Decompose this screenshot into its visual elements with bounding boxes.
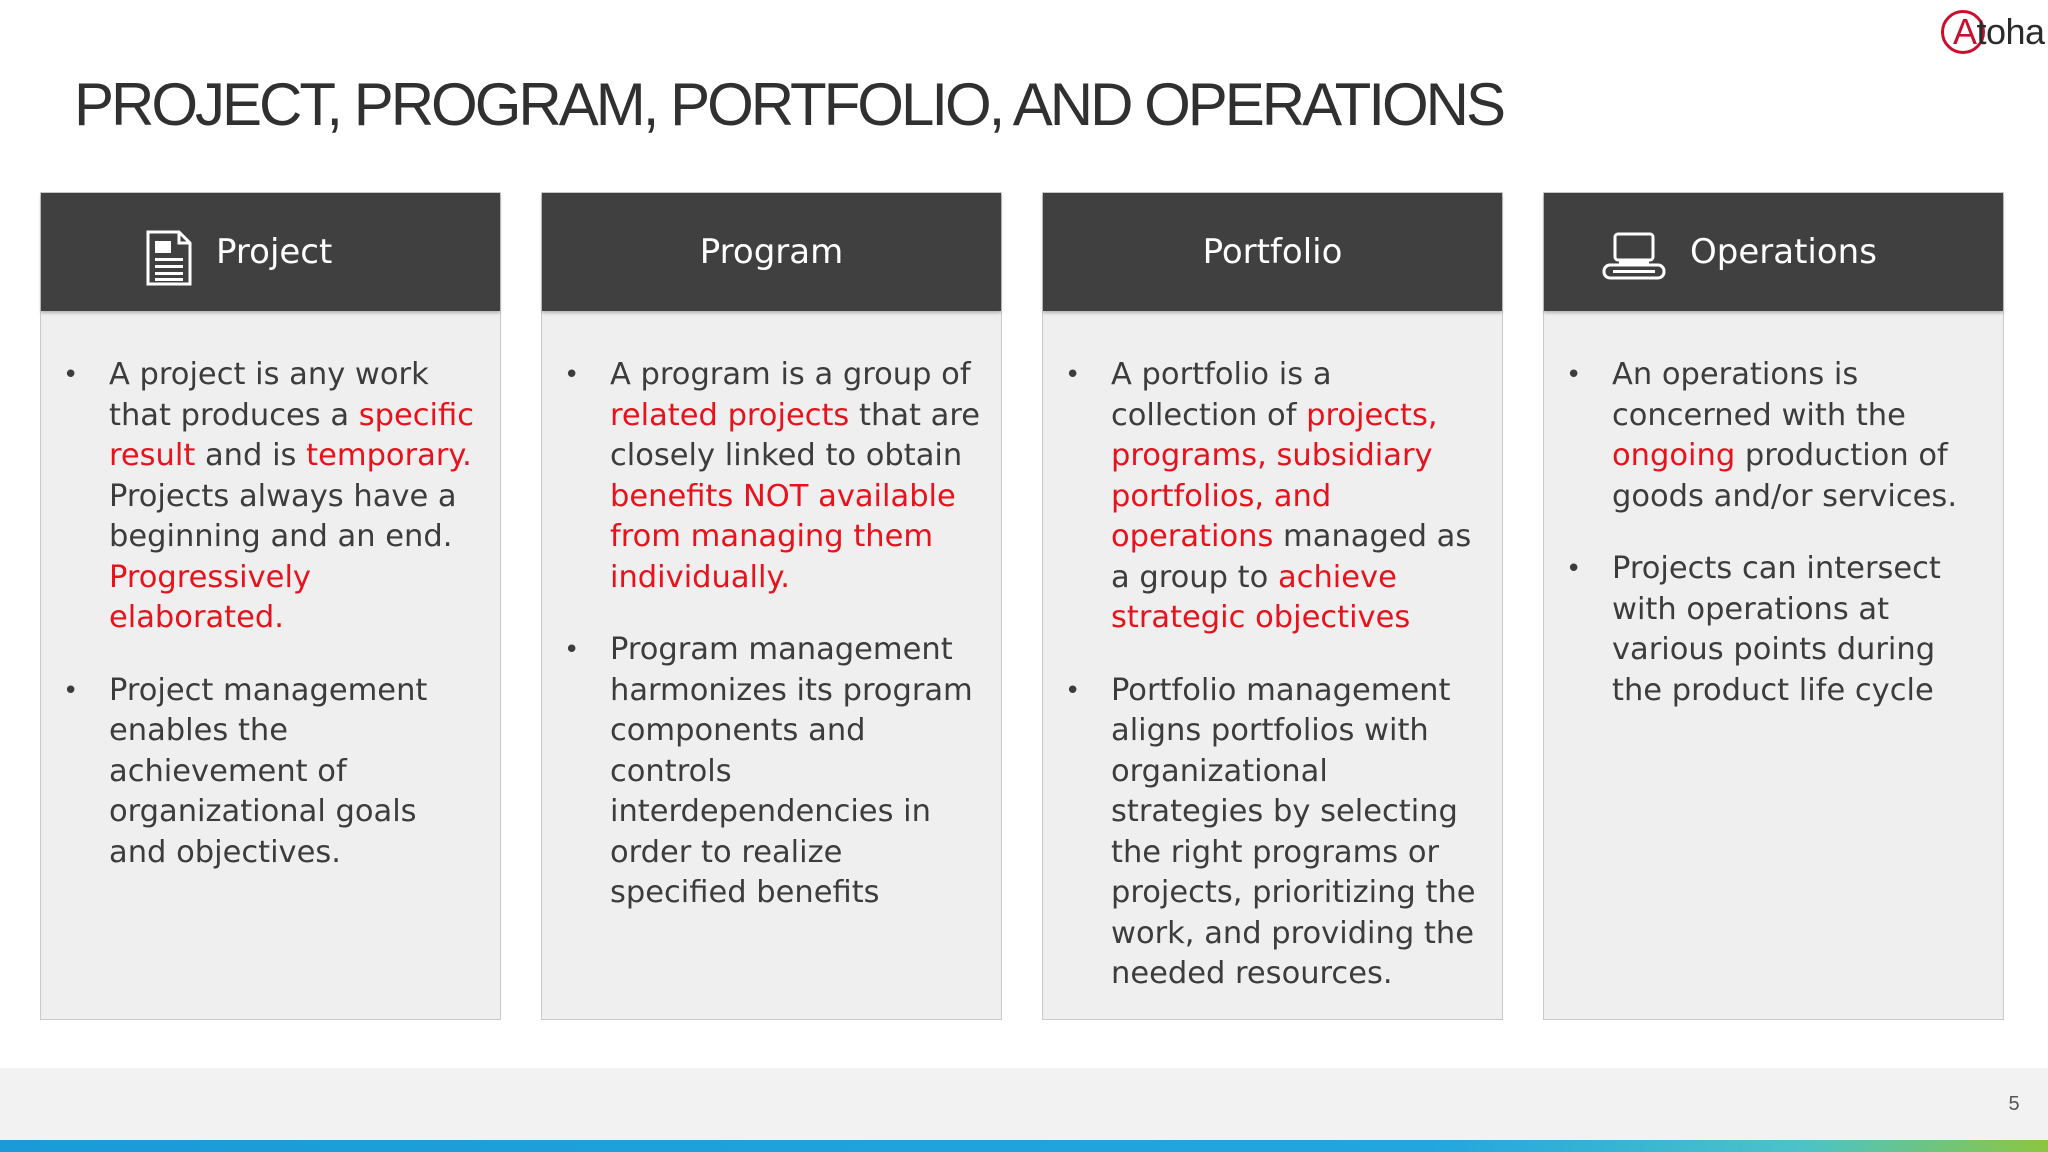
card-header	[41, 193, 500, 311]
card-project	[40, 192, 501, 1020]
card-title: Program	[699, 232, 844, 272]
card-title: Operations	[1690, 232, 1877, 272]
highlighted-text: temporary.	[306, 438, 472, 473]
computer-icon	[1601, 231, 1667, 281]
highlighted-text: achieve strategic objectives	[1111, 559, 1411, 635]
bullet-item	[564, 355, 983, 598]
card-header	[542, 193, 1001, 311]
highlighted-text: projects, programs, subsidiary portfolios, and operations	[1111, 397, 1438, 554]
page-number: 5	[2008, 1093, 2020, 1115]
logo-text	[1953, 11, 2045, 53]
card-portfolio	[1042, 192, 1503, 1020]
bullet-text: A project is any work that produces a	[109, 357, 429, 433]
logo-letter-a: A	[1953, 11, 1977, 52]
card-header	[1544, 193, 2003, 311]
bullet-list	[1065, 355, 1484, 1027]
bullet-list	[564, 355, 983, 946]
bullet-item	[1065, 671, 1484, 995]
bullet-text: and is	[195, 438, 307, 473]
logo-letters-rest: toha	[1976, 11, 2045, 52]
highlighted-text: specific result	[109, 397, 474, 473]
bullet-item	[1566, 355, 1985, 517]
bullet-list	[1566, 355, 1985, 743]
bullet-text: Portfolio management aligns portfolios with organizational strategies by selecting the right programs or projects, prioritizing the work, and providing the needed resources.	[1111, 672, 1476, 991]
highlighted-text: ongoing	[1612, 438, 1736, 473]
bullet-list	[63, 355, 482, 905]
bullet-item	[63, 355, 482, 639]
footer-bar	[0, 1068, 2048, 1140]
card-title: Project	[216, 232, 333, 272]
bullet-item	[63, 671, 482, 874]
document-icon	[145, 229, 193, 287]
bullet-text: managed as a group to	[1111, 519, 1472, 595]
card-program	[541, 192, 1002, 1020]
bullet-text: Project management enables the achievement of organizational goals and objectives.	[109, 672, 428, 870]
brand-logo	[1938, 8, 2045, 58]
slide-title: PROJECT, PROGRAM, PORTFOLIO, AND OPERATIONS	[74, 71, 1504, 138]
bullet-text: Program management harmonizes its program components and controls interdependencies in order to realize specified benefits	[610, 632, 973, 910]
card-title: Portfolio	[1202, 232, 1343, 272]
bullet-text: Projects always have a beginning and an end.	[109, 478, 457, 554]
accent-bar	[0, 1140, 2048, 1152]
card-operations	[1543, 192, 2004, 1020]
bullet-text: A program is a group of	[610, 357, 971, 392]
bullet-text: production of goods and/or services.	[1612, 438, 1958, 514]
bullet-text: that are closely linked to obtain	[610, 397, 980, 473]
bullet-item	[1566, 549, 1985, 711]
highlighted-text: Progressively elaborated.	[109, 559, 311, 635]
bullet-item	[1065, 355, 1484, 639]
bullet-text: A portfolio is a collection of	[1111, 357, 1332, 433]
bullet-text: Projects can intersect with operations at various points during the product life cycle	[1612, 551, 1941, 708]
highlighted-text: benefits NOT available from managing them individually.	[610, 478, 956, 595]
highlighted-text: related projects	[610, 397, 850, 433]
card-header	[1043, 193, 1502, 311]
bullet-text: An operations is concerned with the	[1612, 357, 1906, 433]
bullet-item	[564, 630, 983, 914]
